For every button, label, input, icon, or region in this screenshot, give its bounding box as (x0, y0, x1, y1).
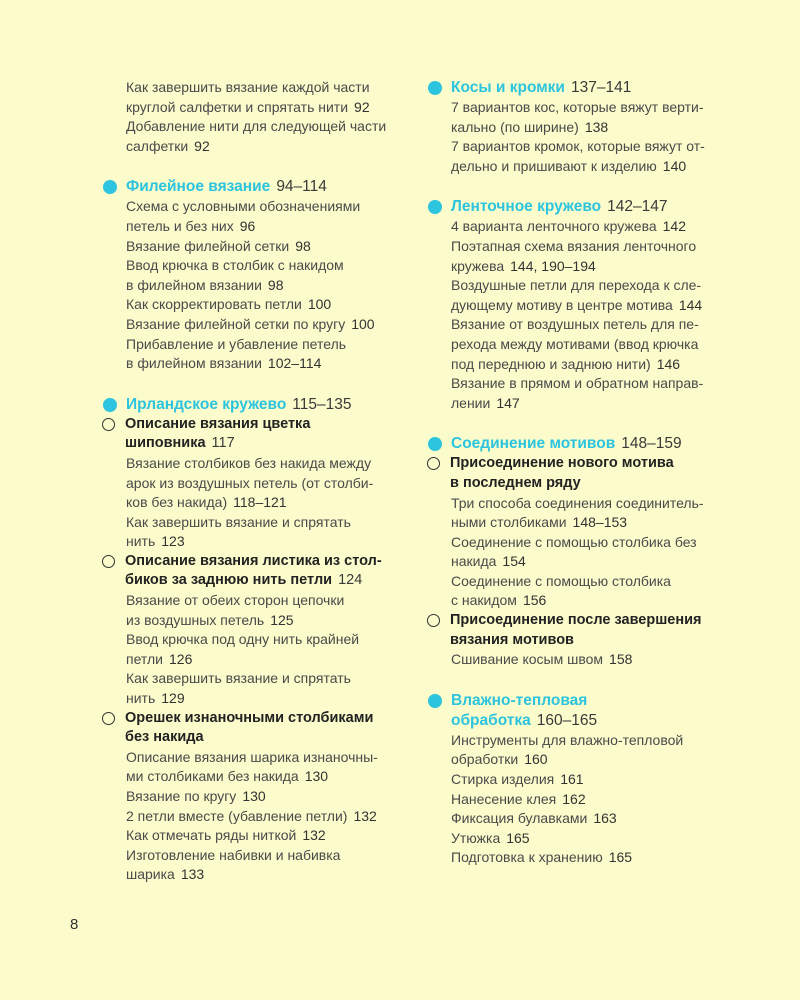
entry-line: Вязание по кругу 130 (126, 788, 266, 804)
toc-right-column (425, 78, 725, 889)
entry-line: нить 123 (126, 533, 185, 550)
entry-line: Стирка изделия 161 (451, 771, 584, 788)
subsection-heading (425, 611, 725, 650)
toc-section (425, 197, 725, 413)
entry-line: Как завершить вязание каждой части (126, 79, 370, 95)
page-ref: 165 (506, 829, 530, 846)
page-ref: 162 (562, 790, 586, 807)
toc-item (425, 848, 725, 868)
entry-line: Утюжка 165 (451, 829, 530, 846)
entry-line: ными столбиками 148–153 (451, 514, 628, 531)
page-ref: 132 (302, 827, 326, 844)
entry-line: в филейном вязании 102–114 (126, 355, 322, 372)
entry-line: с накидом 156 (451, 592, 547, 609)
toc-item (425, 533, 725, 572)
entry-line: дующему мотиву в центре мотива 144 (451, 296, 703, 313)
page-number: 8 (70, 916, 79, 933)
page-ref: 100 (351, 315, 375, 332)
section-heading (425, 78, 725, 98)
entry-line: Нанесение клея 162 (451, 790, 586, 807)
page-ref: 161 (560, 771, 584, 788)
section-page-ref: 137–141 (570, 79, 632, 96)
entry-line: Схема с условными обозначениями (126, 198, 361, 215)
section-title: Косы и кромки (451, 79, 565, 96)
toc-item (425, 137, 725, 176)
toc-section (100, 395, 410, 885)
toc-section (425, 78, 725, 176)
page-ref: 133 (180, 866, 205, 883)
entry-line: биков за заднюю нить петли 124 (125, 572, 363, 589)
toc-item (100, 315, 410, 335)
entry-line: Ввод крючка в столбик с накидом (126, 257, 344, 274)
toc-item (425, 829, 725, 849)
entry-line: вязания мотивов (450, 631, 574, 648)
toc-item (425, 237, 725, 276)
toc-item (100, 335, 410, 374)
page-ref: 117 (211, 435, 235, 452)
entry-line: без накида (125, 729, 204, 746)
page-ref: 100 (307, 296, 332, 313)
entry-line: Орешек изнаночными столбиками (125, 709, 374, 726)
page-ref: 142 (662, 218, 686, 235)
page-ref: 98 (295, 237, 311, 254)
entry-line: петель и без них 96 (126, 217, 256, 234)
subsection-text (450, 611, 702, 650)
entry-line: Ввод крючка под одну нить крайней (126, 631, 360, 648)
entry-line: шиповника 117 (125, 435, 235, 452)
entry-line: Фиксация булавками 163 (451, 810, 617, 827)
toc-intro-entries (100, 78, 410, 156)
section-page-ref: 148–159 (621, 435, 682, 453)
entry-line: ми столбиками без накида 130 (126, 768, 329, 785)
section-page-ref: 142–147 (607, 198, 668, 216)
page-ref: 154 (502, 553, 526, 570)
page-ref: 92 (354, 98, 370, 115)
entry-line: из воздушных петель 125 (126, 611, 294, 628)
entry-line: салфетки 92 (126, 137, 210, 154)
filled-dot-bullet-icon (428, 81, 442, 95)
subsection-text (450, 454, 674, 493)
section-page-ref: 160–165 (536, 711, 598, 729)
filled-dot-bullet-icon (103, 180, 117, 194)
circle-bullet-icon (102, 555, 115, 568)
entry-line: в филейном вязании 98 (126, 276, 284, 293)
toc-item (100, 826, 410, 846)
page-ref: 144 (678, 296, 703, 313)
entry-line: 4 варианта ленточного кружева 142 (451, 218, 686, 235)
entry-line: Соединение с помощью столбика без (451, 533, 697, 550)
page-ref: 98 (267, 276, 284, 293)
toc-item (100, 591, 410, 630)
entry-line: Воздушные петли для перехода к сле- (451, 277, 702, 294)
toc-item (425, 98, 725, 137)
toc-item (425, 374, 725, 413)
page-ref: 132 (353, 807, 377, 824)
toc-item (100, 787, 410, 807)
entry-line: Поэтапная схема вязания ленточного (451, 237, 697, 254)
section-title: Ленточное кружево (451, 198, 602, 216)
entry-line: Вязание от обеих сторон цепочки (126, 592, 345, 609)
page-ref: 147 (496, 394, 520, 411)
entry-line: кально (по ширине) 138 (451, 118, 609, 135)
entry-line: нить 129 (126, 690, 185, 707)
subsection-heading (100, 552, 410, 591)
section-title: Филейное вязание (126, 178, 271, 196)
toc-item (100, 513, 410, 552)
toc-item (100, 197, 410, 236)
entry-line: обработки 160 (451, 751, 548, 768)
entry-line: 2 петли вместе (убавление петли) 132 (126, 807, 377, 824)
entry-line: круглой салфетки и спрятать нити 92 (126, 98, 370, 115)
entry-line: Вязание филейной сетки 98 (126, 237, 311, 254)
entry-line: Прибавление и убавление петель (126, 335, 347, 352)
toc-item (100, 630, 410, 669)
toc-item (100, 846, 410, 885)
entry-line: Присоединение нового мотива (450, 455, 674, 472)
entry-line: Присоединение после завершения (450, 612, 702, 629)
toc-item (425, 217, 725, 237)
section-title-text (126, 177, 327, 197)
entry-line: лении 147 (451, 394, 520, 411)
filled-dot-bullet-icon (428, 694, 442, 708)
section-heading (100, 177, 410, 197)
section-heading (425, 197, 725, 217)
section-title: Соединение мотивов (451, 435, 616, 453)
subsection-text (125, 709, 373, 748)
toc-left-column (100, 78, 410, 906)
entry-line: Сшивание косым швом 158 (451, 651, 633, 668)
entry-line: арок из воздушных петель (от столби- (126, 474, 374, 491)
page-ref: 102–114 (267, 355, 322, 372)
circle-bullet-icon (102, 712, 115, 725)
page-ref: 118–121 (233, 494, 287, 511)
entry-line: Вязание от воздушных петель для пе- (451, 316, 699, 333)
page-ref: 130 (304, 768, 329, 785)
page-ref: 158 (609, 651, 633, 668)
entry-line: накида 154 (451, 553, 526, 570)
section-title-line: Влажно-тепловая (451, 691, 588, 709)
section-heading (425, 434, 725, 454)
entry-line: ков без накида) 118–121 (126, 494, 287, 511)
page-ref: 125 (270, 611, 294, 628)
entry-line: петли 126 (126, 650, 193, 667)
subsection-text (125, 552, 382, 591)
section-heading (425, 691, 725, 731)
toc-item (425, 572, 725, 611)
subsection-heading (425, 454, 725, 493)
page-ref: 129 (161, 690, 185, 707)
entry-line: Описание вязания цветка (125, 415, 311, 432)
toc-item (100, 78, 410, 117)
entry-line: Как скорректировать петли 100 (126, 296, 332, 313)
page-ref: 156 (522, 592, 547, 609)
subsection-text (125, 415, 310, 454)
entry-line: Инструменты для влажно-тепловой (451, 731, 684, 748)
toc-section (425, 691, 725, 868)
toc-item (425, 276, 725, 315)
page-ref: 144, 190–194 (510, 257, 596, 274)
page-ref: 146 (656, 355, 681, 372)
page-ref: 123 (161, 533, 185, 550)
section-title: Ирландское кружево (126, 395, 287, 413)
section-title-text (451, 78, 631, 98)
toc-item (425, 650, 725, 670)
section-title-text (451, 691, 597, 731)
section-page-ref: 115–135 (292, 395, 352, 413)
page-ref: 126 (169, 650, 193, 667)
toc-item (425, 315, 725, 374)
circle-bullet-icon (427, 614, 440, 627)
entry-line: Добавление нити для следующей части (126, 118, 387, 135)
toc-item (100, 256, 410, 295)
section-heading (100, 395, 410, 415)
filled-dot-bullet-icon (428, 437, 442, 451)
page-ref: 124 (338, 572, 363, 589)
page-ref: 165 (608, 849, 633, 866)
page-ref: 92 (194, 137, 210, 154)
toc-item (100, 454, 410, 513)
page-ref: 160 (524, 751, 548, 768)
section-title-text (126, 395, 352, 415)
toc-item (425, 790, 725, 810)
toc-item (100, 117, 410, 156)
toc-item (100, 748, 410, 787)
entry-line: Как отмечать ряды ниткой 132 (126, 827, 326, 844)
page-ref: 163 (593, 810, 617, 827)
entry-line: Три способа соединения соединитель- (451, 494, 704, 511)
entry-line: в последнем ряду (450, 474, 581, 491)
page-ref: 130 (242, 788, 266, 804)
entry-line: дельно и пришивают к изделию 140 (451, 157, 687, 174)
toc-item (100, 669, 410, 708)
entry-line: Как завершить вязание и спрятать (126, 670, 351, 687)
entry-line: рехода между мотивами (ввод крючка (451, 335, 699, 352)
entry-line: Соединение с помощью столбика (451, 572, 671, 589)
page-ref: 140 (662, 157, 687, 174)
filled-dot-bullet-icon (428, 200, 442, 214)
circle-bullet-icon (427, 457, 440, 470)
entry-line: Описание вязания листика из стол- (125, 552, 382, 569)
page-ref: 96 (239, 217, 256, 234)
circle-bullet-icon (102, 418, 115, 431)
section-page-ref: 94–114 (276, 178, 327, 196)
toc-item (425, 731, 725, 770)
toc-item (100, 807, 410, 827)
page-ref: 138 (584, 118, 609, 135)
filled-dot-bullet-icon (103, 398, 117, 412)
entry-line: Подготовка к хранению 165 (451, 849, 633, 866)
entry-line: кружева 144, 190–194 (451, 257, 596, 274)
entry-line: Описание вязания шарика изнаночны- (126, 748, 378, 765)
toc-item (100, 295, 410, 315)
entry-line: Вязание филейной сетки по кругу 100 (126, 315, 375, 332)
subsection-heading (100, 415, 410, 454)
subsection-heading (100, 709, 410, 748)
entry-line: 7 вариантов кос, которые вяжут верти- (451, 99, 704, 115)
section-title-text (451, 197, 667, 217)
entry-line: 7 вариантов кромок, которые вяжут от- (451, 138, 705, 155)
entry-line: Вязание в прямом и обратном направ- (451, 375, 704, 392)
entry-line: Как завершить вязание и спрятать (126, 513, 351, 530)
page-ref: 148–153 (572, 514, 628, 531)
entry-line: Изготовление набивки и набивка (126, 846, 341, 863)
section-title-line: обработка 160–165 (451, 711, 598, 729)
entry-line: Вязание столбиков без накида между (126, 454, 372, 471)
entry-line: под переднюю и заднюю нити) 146 (451, 355, 681, 372)
toc-section (425, 434, 725, 670)
entry-line: шарика 133 (126, 866, 205, 883)
toc-item (425, 770, 725, 790)
toc-item (425, 494, 725, 533)
toc-item (100, 237, 410, 257)
toc-section (100, 177, 410, 373)
toc-item (425, 809, 725, 829)
section-title-text (451, 434, 682, 454)
